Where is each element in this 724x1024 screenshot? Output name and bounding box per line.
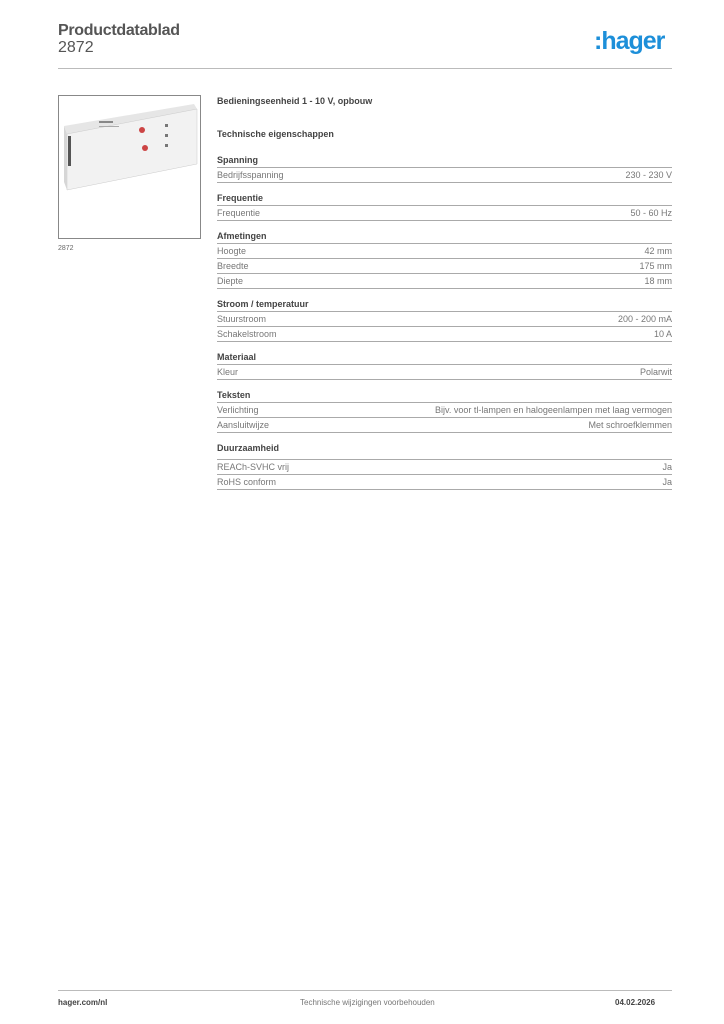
footer-url[interactable]: hager.com/nl	[58, 998, 108, 1007]
spec-label: Kleur	[217, 367, 239, 377]
spec-section	[217, 96, 672, 498]
spec-value: 230 - 230 V	[625, 170, 672, 180]
product-title: Bedieningseenheid 1 - 10 V, opbouw	[217, 96, 373, 106]
page-title: Productdatablad	[58, 22, 180, 39]
spec-value: Bijv. voor tl-lampen en halogeenlampen met laag vermogen	[435, 405, 672, 415]
spec-label: Diepte	[217, 276, 244, 286]
product-code: 2872	[58, 39, 94, 56]
spec-group	[217, 297, 672, 342]
spec-row	[217, 168, 672, 183]
spec-group	[217, 441, 672, 490]
spec-row	[217, 327, 672, 342]
image-caption: 2872	[58, 245, 74, 252]
spec-label: Aansluitwijze	[217, 420, 270, 430]
product-illustration	[59, 96, 200, 238]
spec-label: Breedte	[217, 261, 249, 271]
spec-group	[217, 191, 672, 221]
footer-date: 04.02.2026	[615, 998, 656, 1007]
spec-label: Frequentie	[217, 208, 261, 218]
spec-value: 200 - 200 mA	[617, 314, 672, 324]
spec-label: Stuurstroom	[217, 314, 267, 324]
spec-row	[217, 244, 672, 259]
spec-row	[217, 475, 672, 490]
spec-group	[217, 229, 672, 289]
logo-text: hager	[601, 27, 665, 55]
spec-group	[217, 388, 672, 433]
spec-value: 18 mm	[644, 276, 672, 286]
spec-groups	[217, 153, 672, 490]
footer-note: Technische wijzigingen voorbehouden	[300, 998, 435, 1007]
spec-label: RoHS conform	[217, 477, 277, 487]
hager-logo: :hager	[594, 27, 665, 55]
spec-row	[217, 403, 672, 418]
spec-value: Polarwit	[639, 367, 672, 377]
group-header: Afmetingen	[217, 229, 672, 244]
group-header: Stroom / temperatuur	[217, 297, 672, 312]
spec-row	[217, 274, 672, 289]
spec-label: Schakelstroom	[217, 329, 277, 339]
spec-value: 42 mm	[644, 246, 672, 256]
spec-value: Met schroefklemmen	[588, 420, 672, 430]
spec-value: 50 - 60 Hz	[630, 208, 672, 218]
spec-group	[217, 153, 672, 183]
product-image	[58, 95, 201, 239]
spec-row	[217, 365, 672, 380]
group-header: Spanning	[217, 153, 672, 168]
group-header: Materiaal	[217, 350, 672, 365]
group-header: Teksten	[217, 388, 672, 403]
spec-row	[217, 460, 672, 475]
group-header: Frequentie	[217, 191, 672, 206]
spec-row	[217, 418, 672, 433]
spec-value: 175 mm	[639, 261, 672, 271]
spec-value: 10 A	[653, 329, 672, 339]
spec-row	[217, 312, 672, 327]
header-divider	[58, 68, 672, 69]
spec-label: REACh-SVHC vrij	[217, 462, 290, 472]
spec-label: Verlichting	[217, 405, 259, 415]
spec-row	[217, 206, 672, 221]
spec-value: Ja	[662, 462, 672, 472]
spec-label: Hoogte	[217, 246, 247, 256]
spec-value: Ja	[662, 477, 672, 487]
footer-divider	[58, 990, 672, 991]
spec-label: Bedrijfsspanning	[217, 170, 284, 180]
spec-row	[217, 259, 672, 274]
section-title: Technische eigenschappen	[217, 129, 334, 139]
spec-group	[217, 350, 672, 380]
group-header: Duurzaamheid	[217, 441, 672, 460]
